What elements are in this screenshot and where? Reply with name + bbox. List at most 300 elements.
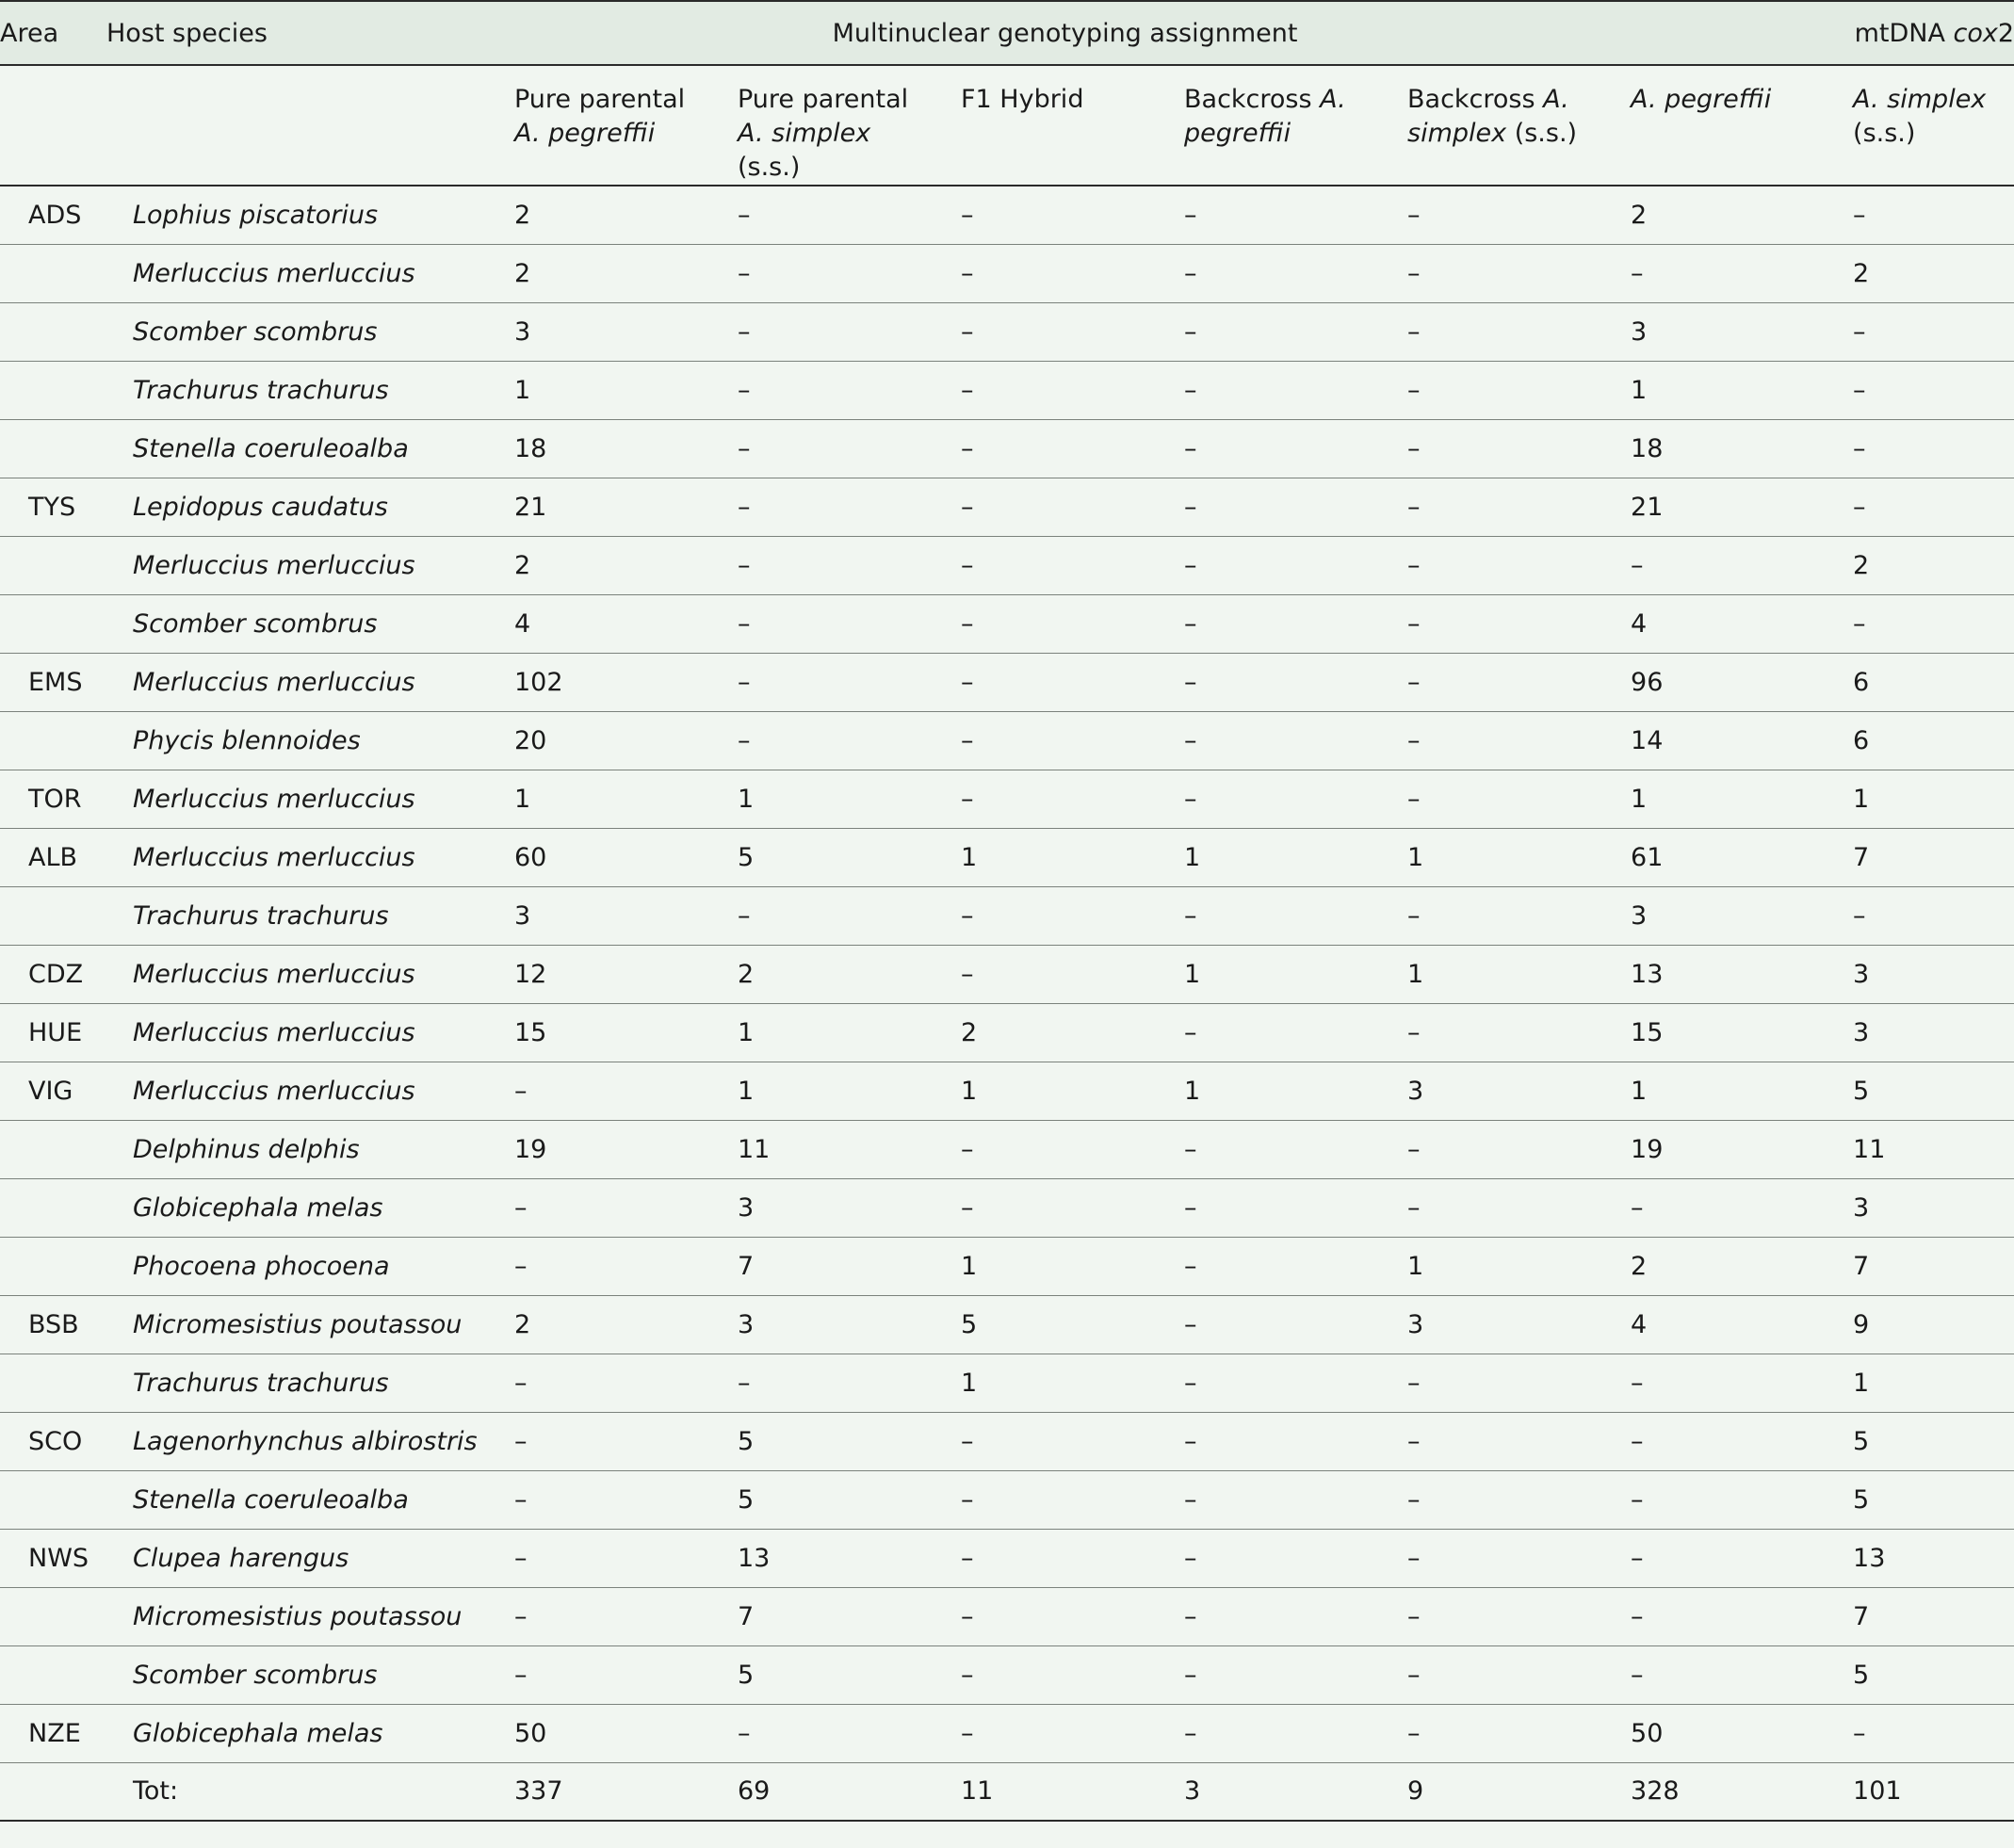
backcross-simplex-cell: – <box>1400 1178 1623 1237</box>
pure-pegreffii-cell: 18 <box>507 419 730 478</box>
area-cell: NZE <box>0 1704 106 1762</box>
mt-pegreffii-cell: – <box>1623 1587 1845 1645</box>
mt-pegreffii-cell: 61 <box>1623 828 1845 886</box>
backcross-simplex-cell: – <box>1400 711 1623 770</box>
subheader-pure-pegreffii <box>507 65 730 186</box>
area-cell <box>0 1470 106 1529</box>
header-row <box>0 1 2014 65</box>
pure-pegreffii-cell: – <box>507 1529 730 1587</box>
header-mtdna-suffix: 2 <box>1997 18 2014 48</box>
host-species-cell: Phycis blennoides <box>106 711 507 770</box>
host-species-cell: Lagenorhynchus albirostris <box>106 1412 507 1470</box>
mt-pegreffii-cell: 21 <box>1623 478 1845 536</box>
f1-hybrid-cell: 1 <box>953 828 1177 886</box>
backcross-pegreffii-cell: 1 <box>1177 828 1400 886</box>
backcross-simplex-cell: 3 <box>1400 1295 1623 1354</box>
backcross-pegreffii-cell: – <box>1177 1470 1400 1529</box>
backcross-simplex-cell: 1 <box>1400 1237 1623 1295</box>
mt-simplex-cell: 6 <box>1845 653 2014 711</box>
backcross-simplex-cell: 1 <box>1400 828 1623 886</box>
pure-pegreffii-cell: 15 <box>507 1003 730 1062</box>
host-species-cell: Trachurus trachurus <box>106 1354 507 1412</box>
mt-pegreffii-cell: 15 <box>1623 1003 1845 1062</box>
table-row <box>0 1178 2014 1237</box>
pure-pegreffii-cell: 4 <box>507 594 730 653</box>
subheader-c5-line1a: Backcross <box>1184 85 1321 114</box>
header-mtdna <box>1623 1 2014 65</box>
pure-simplex-cell: – <box>730 536 953 594</box>
pure-simplex-cell: – <box>730 302 953 361</box>
host-species-cell: Scomber scombrus <box>106 302 507 361</box>
backcross-simplex-cell: – <box>1400 1412 1623 1470</box>
table-row <box>0 302 2014 361</box>
header-host-species: Host species <box>106 1 507 65</box>
backcross-pegreffii-cell: – <box>1177 1645 1400 1704</box>
table-row <box>0 1003 2014 1062</box>
table-row <box>0 1062 2014 1120</box>
backcross-pegreffii-cell: 1 <box>1177 1062 1400 1120</box>
total-mt-pegreffii: 328 <box>1623 1762 1845 1821</box>
pure-simplex-cell: – <box>730 1354 953 1412</box>
host-species-cell: Clupea harengus <box>106 1529 507 1587</box>
f1-hybrid-cell: 2 <box>953 1003 1177 1062</box>
mt-pegreffii-cell: 1 <box>1623 1062 1845 1120</box>
f1-hybrid-cell: – <box>953 1587 1177 1645</box>
subheader-c2-line2: A. pegreffii <box>514 119 656 148</box>
table-row <box>0 770 2014 828</box>
table-row <box>0 945 2014 1003</box>
pure-pegreffii-cell: 20 <box>507 711 730 770</box>
pure-simplex-cell: – <box>730 1704 953 1762</box>
mt-pegreffii-cell: 96 <box>1623 653 1845 711</box>
backcross-pegreffii-cell: – <box>1177 478 1400 536</box>
mt-pegreffii-cell: 2 <box>1623 1237 1845 1295</box>
backcross-pegreffii-cell: – <box>1177 1295 1400 1354</box>
header-multinuclear: Multinuclear genotyping assignment <box>507 1 1623 65</box>
mt-simplex-cell: 13 <box>1845 1529 2014 1587</box>
subheader-row <box>0 65 2014 186</box>
host-species-cell: Micromesistius poutassou <box>106 1587 507 1645</box>
pure-simplex-cell: 5 <box>730 1412 953 1470</box>
mt-pegreffii-cell: 2 <box>1623 186 1845 244</box>
pure-pegreffii-cell: – <box>507 1062 730 1120</box>
host-species-cell: Trachurus trachurus <box>106 886 507 945</box>
table-row <box>0 1470 2014 1529</box>
pure-simplex-cell: 7 <box>730 1587 953 1645</box>
f1-hybrid-cell: – <box>953 945 1177 1003</box>
mt-pegreffii-cell: 4 <box>1623 1295 1845 1354</box>
f1-hybrid-cell: – <box>953 361 1177 419</box>
pure-pegreffii-cell: – <box>507 1354 730 1412</box>
f1-hybrid-cell: – <box>953 1412 1177 1470</box>
pure-simplex-cell: 1 <box>730 1062 953 1120</box>
backcross-simplex-cell: – <box>1400 1587 1623 1645</box>
table-row <box>0 886 2014 945</box>
host-species-cell: Lophius piscatorius <box>106 186 507 244</box>
mt-simplex-cell: 3 <box>1845 945 2014 1003</box>
subheader-c3-line2: A. simplex <box>738 119 871 148</box>
pure-simplex-cell: – <box>730 186 953 244</box>
pure-simplex-cell: – <box>730 711 953 770</box>
pure-simplex-cell: 13 <box>730 1529 953 1587</box>
area-cell <box>0 594 106 653</box>
host-species-cell: Phocoena phocoena <box>106 1237 507 1295</box>
mt-simplex-cell: – <box>1845 886 2014 945</box>
mt-pegreffii-cell: – <box>1623 244 1845 302</box>
subheader-backcross-simplex <box>1400 65 1623 186</box>
table-row <box>0 1529 2014 1587</box>
pure-pegreffii-cell: 2 <box>507 244 730 302</box>
area-cell <box>0 1645 106 1704</box>
mt-simplex-cell: – <box>1845 419 2014 478</box>
mt-pegreffii-cell: 3 <box>1623 886 1845 945</box>
pure-simplex-cell: 3 <box>730 1295 953 1354</box>
host-species-cell: Merluccius merluccius <box>106 770 507 828</box>
area-cell <box>0 361 106 419</box>
backcross-pegreffii-cell: – <box>1177 770 1400 828</box>
table-row <box>0 1704 2014 1762</box>
f1-hybrid-cell: – <box>953 1470 1177 1529</box>
table-row <box>0 1295 2014 1354</box>
pure-pegreffii-cell: 1 <box>507 361 730 419</box>
mt-simplex-cell: 1 <box>1845 770 2014 828</box>
total-label: Tot: <box>106 1762 507 1821</box>
subheader-c5-line1b: A. <box>1320 85 1346 114</box>
total-f1-hybrid: 11 <box>953 1762 1177 1821</box>
f1-hybrid-cell: – <box>953 1704 1177 1762</box>
subheader-c4-line1: F1 Hybrid <box>961 85 1084 114</box>
mt-simplex-cell: 5 <box>1845 1412 2014 1470</box>
host-species-cell: Merluccius merluccius <box>106 1003 507 1062</box>
area-cell <box>0 1237 106 1295</box>
pure-pegreffii-cell: 3 <box>507 302 730 361</box>
mt-simplex-cell: 5 <box>1845 1645 2014 1704</box>
f1-hybrid-cell: – <box>953 711 1177 770</box>
area-cell: VIG <box>0 1062 106 1120</box>
table-row <box>0 536 2014 594</box>
pure-pegreffii-cell: 2 <box>507 1295 730 1354</box>
pure-simplex-cell: 1 <box>730 770 953 828</box>
area-cell <box>0 419 106 478</box>
backcross-pegreffii-cell: – <box>1177 244 1400 302</box>
pure-pegreffii-cell: – <box>507 1237 730 1295</box>
table-row <box>0 1354 2014 1412</box>
host-species-cell: Micromesistius poutassou <box>106 1295 507 1354</box>
pure-pegreffii-cell: 12 <box>507 945 730 1003</box>
pure-simplex-cell: – <box>730 419 953 478</box>
total-area-cell <box>0 1762 106 1821</box>
backcross-simplex-cell: 3 <box>1400 1062 1623 1120</box>
area-cell <box>0 1120 106 1178</box>
mt-pegreffii-cell: – <box>1623 1529 1845 1587</box>
backcross-simplex-cell: – <box>1400 653 1623 711</box>
f1-hybrid-cell: 1 <box>953 1237 1177 1295</box>
mt-pegreffii-cell: 19 <box>1623 1120 1845 1178</box>
table-row <box>0 1587 2014 1645</box>
f1-hybrid-cell: – <box>953 653 1177 711</box>
backcross-simplex-cell: – <box>1400 1704 1623 1762</box>
backcross-pegreffii-cell: – <box>1177 1587 1400 1645</box>
header-mtdna-prefix: mtDNA <box>1854 18 1954 48</box>
f1-hybrid-cell: – <box>953 419 1177 478</box>
backcross-simplex-cell: – <box>1400 186 1623 244</box>
table-row <box>0 828 2014 886</box>
f1-hybrid-cell: – <box>953 770 1177 828</box>
mt-simplex-cell: – <box>1845 186 2014 244</box>
area-cell: TOR <box>0 770 106 828</box>
header-mtdna-gene: cox <box>1953 18 1998 48</box>
backcross-pegreffii-cell: – <box>1177 1178 1400 1237</box>
table-row <box>0 478 2014 536</box>
subheader-pure-simplex <box>730 65 953 186</box>
host-species-cell: Stenella coeruleoalba <box>106 1470 507 1529</box>
backcross-pegreffii-cell: – <box>1177 302 1400 361</box>
total-pure-pegreffii: 337 <box>507 1762 730 1821</box>
area-cell <box>0 1354 106 1412</box>
pure-pegreffii-cell: 102 <box>507 653 730 711</box>
area-cell: BSB <box>0 1295 106 1354</box>
area-cell: NWS <box>0 1529 106 1587</box>
backcross-simplex-cell: – <box>1400 244 1623 302</box>
f1-hybrid-cell: – <box>953 594 1177 653</box>
pure-pegreffii-cell: – <box>507 1178 730 1237</box>
mt-pegreffii-cell: – <box>1623 1354 1845 1412</box>
f1-hybrid-cell: – <box>953 1178 1177 1237</box>
backcross-simplex-cell: – <box>1400 886 1623 945</box>
area-cell <box>0 244 106 302</box>
host-species-cell: Merluccius merluccius <box>106 244 507 302</box>
mt-simplex-cell: 3 <box>1845 1178 2014 1237</box>
backcross-simplex-cell: – <box>1400 302 1623 361</box>
host-species-cell: Merluccius merluccius <box>106 1062 507 1120</box>
table-row <box>0 1645 2014 1704</box>
backcross-simplex-cell: 1 <box>1400 945 1623 1003</box>
backcross-pegreffii-cell: – <box>1177 361 1400 419</box>
total-backcross-pegreffii: 3 <box>1177 1762 1400 1821</box>
pure-pegreffii-cell: – <box>507 1470 730 1529</box>
backcross-pegreffii-cell: – <box>1177 653 1400 711</box>
subheader-c5-line2: pegreffii <box>1184 119 1291 148</box>
pure-simplex-cell: 3 <box>730 1178 953 1237</box>
mt-pegreffii-cell: 1 <box>1623 361 1845 419</box>
pure-pegreffii-cell: 3 <box>507 886 730 945</box>
backcross-pegreffii-cell: – <box>1177 186 1400 244</box>
subheader-c6-line2b: (s.s.) <box>1506 119 1578 148</box>
area-cell: HUE <box>0 1003 106 1062</box>
backcross-simplex-cell: – <box>1400 536 1623 594</box>
subheader-blank-area <box>0 65 106 186</box>
pure-simplex-cell: 5 <box>730 1645 953 1704</box>
mt-simplex-cell: 6 <box>1845 711 2014 770</box>
table-row <box>0 186 2014 244</box>
table-row <box>0 1412 2014 1470</box>
total-backcross-simplex: 9 <box>1400 1762 1623 1821</box>
subheader-c8-line2: (s.s.) <box>1853 119 1916 148</box>
backcross-simplex-cell: – <box>1400 594 1623 653</box>
pure-pegreffii-cell: 50 <box>507 1704 730 1762</box>
f1-hybrid-cell: – <box>953 536 1177 594</box>
backcross-simplex-cell: – <box>1400 419 1623 478</box>
host-species-cell: Lepidopus caudatus <box>106 478 507 536</box>
pure-pegreffii-cell: 19 <box>507 1120 730 1178</box>
pure-simplex-cell: 1 <box>730 1003 953 1062</box>
pure-pegreffii-cell: 2 <box>507 186 730 244</box>
pure-simplex-cell: – <box>730 478 953 536</box>
host-species-cell: Merluccius merluccius <box>106 945 507 1003</box>
mt-pegreffii-cell: 50 <box>1623 1704 1845 1762</box>
host-species-cell: Scomber scombrus <box>106 594 507 653</box>
table-row <box>0 594 2014 653</box>
mt-simplex-cell: – <box>1845 478 2014 536</box>
table-row <box>0 244 2014 302</box>
subheader-f1-hybrid <box>953 65 1177 186</box>
backcross-pegreffii-cell: – <box>1177 1529 1400 1587</box>
pure-pegreffii-cell: – <box>507 1587 730 1645</box>
area-cell <box>0 1587 106 1645</box>
backcross-pegreffii-cell: – <box>1177 711 1400 770</box>
subheader-c7-line1: A. pegreffii <box>1631 85 1772 114</box>
pure-simplex-cell: 2 <box>730 945 953 1003</box>
subheader-c8-line1: A. simplex <box>1853 85 1987 114</box>
mt-simplex-cell: 7 <box>1845 828 2014 886</box>
backcross-simplex-cell: – <box>1400 361 1623 419</box>
pure-simplex-cell: – <box>730 653 953 711</box>
table-row <box>0 419 2014 478</box>
pure-simplex-cell: 11 <box>730 1120 953 1178</box>
pure-pegreffii-cell: – <box>507 1645 730 1704</box>
mt-pegreffii-cell: 3 <box>1623 302 1845 361</box>
mt-simplex-cell: 9 <box>1845 1295 2014 1354</box>
mt-simplex-cell: 7 <box>1845 1587 2014 1645</box>
subheader-backcross-pegreffii <box>1177 65 1400 186</box>
host-species-cell: Stenella coeruleoalba <box>106 419 507 478</box>
f1-hybrid-cell: – <box>953 478 1177 536</box>
pure-simplex-cell: – <box>730 361 953 419</box>
subheader-c2-line1: Pure parental <box>514 85 686 114</box>
table-row <box>0 653 2014 711</box>
subheader-c6-line1b: A. <box>1543 85 1569 114</box>
pure-pegreffii-cell: 1 <box>507 770 730 828</box>
backcross-pegreffii-cell: – <box>1177 1003 1400 1062</box>
backcross-pegreffii-cell: 1 <box>1177 945 1400 1003</box>
f1-hybrid-cell: – <box>953 302 1177 361</box>
mt-pegreffii-cell: 1 <box>1623 770 1845 828</box>
mt-pegreffii-cell: 14 <box>1623 711 1845 770</box>
area-cell: ALB <box>0 828 106 886</box>
table-body <box>0 186 2014 1821</box>
pure-simplex-cell: – <box>730 886 953 945</box>
mt-simplex-cell: 2 <box>1845 536 2014 594</box>
backcross-pegreffii-cell: – <box>1177 1120 1400 1178</box>
f1-hybrid-cell: 1 <box>953 1354 1177 1412</box>
subheader-c3-line3: (s.s.) <box>738 153 801 182</box>
host-species-cell: Merluccius merluccius <box>106 536 507 594</box>
f1-hybrid-cell: – <box>953 1645 1177 1704</box>
mt-simplex-cell: 2 <box>1845 244 2014 302</box>
host-species-cell: Globicephala melas <box>106 1178 507 1237</box>
host-species-cell: Scomber scombrus <box>106 1645 507 1704</box>
pure-simplex-cell: – <box>730 594 953 653</box>
mt-simplex-cell: 1 <box>1845 1354 2014 1412</box>
host-species-cell: Delphinus delphis <box>106 1120 507 1178</box>
backcross-pegreffii-cell: – <box>1177 886 1400 945</box>
total-mt-simplex: 101 <box>1845 1762 2014 1821</box>
mt-pegreffii-cell: – <box>1623 1645 1845 1704</box>
backcross-simplex-cell: – <box>1400 478 1623 536</box>
mt-pegreffii-cell: 18 <box>1623 419 1845 478</box>
pure-pegreffii-cell: 2 <box>507 536 730 594</box>
subheader-c6-line1a: Backcross <box>1407 85 1544 114</box>
subheader-c6-line2a: simplex <box>1407 119 1507 148</box>
area-cell: CDZ <box>0 945 106 1003</box>
area-cell: ADS <box>0 186 106 244</box>
backcross-simplex-cell: – <box>1400 1645 1623 1704</box>
area-cell <box>0 711 106 770</box>
backcross-simplex-cell: – <box>1400 1529 1623 1587</box>
pure-pegreffii-cell: – <box>507 1412 730 1470</box>
mt-pegreffii-cell: – <box>1623 1412 1845 1470</box>
mt-simplex-cell: 3 <box>1845 1003 2014 1062</box>
header-area: Area <box>0 1 106 65</box>
mt-simplex-cell: 5 <box>1845 1470 2014 1529</box>
mt-pegreffii-cell: 4 <box>1623 594 1845 653</box>
host-species-cell: Trachurus trachurus <box>106 361 507 419</box>
f1-hybrid-cell: – <box>953 1120 1177 1178</box>
host-species-cell: Merluccius merluccius <box>106 653 507 711</box>
pure-simplex-cell: 5 <box>730 828 953 886</box>
f1-hybrid-cell: – <box>953 186 1177 244</box>
mt-simplex-cell: – <box>1845 1704 2014 1762</box>
mt-simplex-cell: – <box>1845 361 2014 419</box>
backcross-pegreffii-cell: – <box>1177 419 1400 478</box>
pure-simplex-cell: – <box>730 244 953 302</box>
backcross-pegreffii-cell: – <box>1177 1237 1400 1295</box>
table-row <box>0 1237 2014 1295</box>
mt-simplex-cell: – <box>1845 594 2014 653</box>
mt-simplex-cell: – <box>1845 302 2014 361</box>
area-cell: EMS <box>0 653 106 711</box>
area-cell <box>0 886 106 945</box>
area-cell: TYS <box>0 478 106 536</box>
subheader-mt-pegreffii <box>1623 65 1845 186</box>
f1-hybrid-cell: – <box>953 244 1177 302</box>
backcross-pegreffii-cell: – <box>1177 1354 1400 1412</box>
host-species-cell: Globicephala melas <box>106 1704 507 1762</box>
table-row <box>0 711 2014 770</box>
pure-pegreffii-cell: 21 <box>507 478 730 536</box>
table-row <box>0 1120 2014 1178</box>
backcross-simplex-cell: – <box>1400 1354 1623 1412</box>
mt-pegreffii-cell: – <box>1623 1470 1845 1529</box>
backcross-simplex-cell: – <box>1400 1120 1623 1178</box>
backcross-simplex-cell: – <box>1400 1470 1623 1529</box>
subheader-blank-host <box>106 65 507 186</box>
mt-pegreffii-cell: 13 <box>1623 945 1845 1003</box>
f1-hybrid-cell: 5 <box>953 1295 1177 1354</box>
mt-simplex-cell: 5 <box>1845 1062 2014 1120</box>
pure-simplex-cell: 7 <box>730 1237 953 1295</box>
backcross-pegreffii-cell: – <box>1177 594 1400 653</box>
host-species-cell: Merluccius merluccius <box>106 828 507 886</box>
total-row <box>0 1762 2014 1821</box>
mt-pegreffii-cell: – <box>1623 536 1845 594</box>
area-cell: SCO <box>0 1412 106 1470</box>
area-cell <box>0 1178 106 1237</box>
backcross-pegreffii-cell: – <box>1177 1704 1400 1762</box>
pure-simplex-cell: 5 <box>730 1470 953 1529</box>
pure-pegreffii-cell: 60 <box>507 828 730 886</box>
backcross-pegreffii-cell: – <box>1177 536 1400 594</box>
